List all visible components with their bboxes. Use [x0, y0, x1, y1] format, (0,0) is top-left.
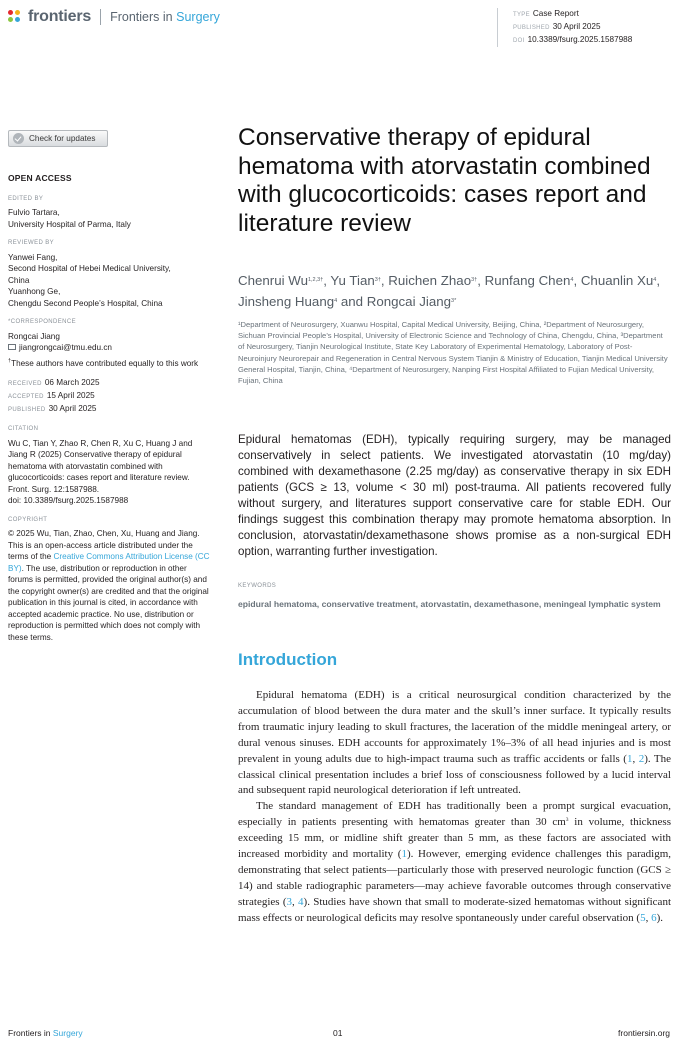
frontiers-logo-icon — [8, 10, 23, 25]
author-name[interactable]: Ruichen Zhao — [388, 273, 472, 288]
author-affiliation-marker: 4 — [570, 277, 574, 283]
frontiers-logo[interactable] — [8, 8, 220, 26]
check-icon — [13, 133, 24, 144]
body-text — [238, 688, 671, 927]
ref-link[interactable]: 2 — [638, 752, 645, 765]
edited-by-block: EDITED BY Fulvio Tartara, University Hospital of Parma, Italy — [8, 195, 131, 229]
contrib-note: †These authors have contributed equally to this work — [8, 357, 199, 368]
logo-divider — [100, 9, 101, 25]
email-icon — [8, 344, 16, 350]
author-affiliation-marker: 3† — [471, 277, 478, 283]
ref-link[interactable]: 1 — [401, 848, 407, 861]
check-for-updates-button[interactable]: Check for updates — [8, 130, 108, 147]
author-affiliation-marker: 1,2,3† — [307, 277, 324, 283]
author-name[interactable]: Chuanlin Xu — [580, 273, 654, 288]
ref-link[interactable]: 3 — [286, 895, 292, 908]
paragraph-1: Epidural hematoma (EDH) is a critical neurosurgical condition characterized by the accumulation of blood between the dura mater and the skull’s inner surface. It typically results from traumatic injury leading to skull fractures, the laceration of the middle meningeal artery, or dural venous sinuses. EDH accounts for approximately 1%–3% of all head injuries and is most prevalent in young adults due to high-impact trauma such as traffic accidents or falls (1, 2). The classical clinical presentation includes a brief loss of consciousness followed by a lucid interval and subsequent rapid neurological deterioration if left untreated. — [238, 689, 671, 797]
footer-journal: Frontiers in Surgery — [8, 1028, 83, 1038]
type-value: Case Report — [532, 9, 579, 18]
correspondence-email[interactable]: jiangrongcai@tmu.edu.cn — [19, 343, 112, 352]
ref-link[interactable]: 5 — [640, 911, 646, 924]
author-name[interactable]: Rongcai Jiang — [366, 294, 452, 309]
section-heading-introduction: Introduction — [238, 650, 338, 669]
open-access-label: OPEN ACCESS — [8, 173, 72, 183]
cc-by-license-link[interactable]: Creative Commons Attribution License (CC BY) — [8, 552, 210, 573]
type-label: TYPE — [513, 12, 530, 18]
correspondence-block: *CORRESPONDENCE Rongcai Jiang jiangrongcai@tmu.edu.cn †These authors have contributed equally to this work — [8, 317, 213, 369]
copyright-block: COPYRIGHT © 2025 Wu, Tian, Zhao, Chen, Xu, Huang and Jiang. This is an open-access article distributed under the terms of the Creative Commons Attribution License (CC BY). The use, distribution or reproduction in other forums is permitted, provided the original author(s) and the copyright owner(s) are credited and that the original publication in this journal is cited, in accordance with accepted academic practice. No use, distribution or reproduction is permitted which does not comply with these terms. — [8, 516, 210, 642]
reviewed-by-block: REVIEWED BY Yanwei Fang, Second Hospital of Hebei Medical University, China Yuanhong Ge, Chengdu Second People’s Hospital, China — [8, 240, 171, 308]
doi-value[interactable]: 10.3389/fsurg.2025.1587988 — [527, 35, 633, 44]
publisher-name: frontiers — [28, 8, 92, 25]
footer-site-link[interactable]: frontiersin.org — [618, 1028, 670, 1038]
abstract: Epidural hematomas (EDH), typically requiring surgery, may be managed conservatively in select patients. We investigated atorvastatin (10 mg/day) combined with dexamethasone (2.25 mg/day) as conservative therapy in six EDH patients (GCS ≥ 13, volume < 30 ml) post-trauma. All patients recovered fully without surgery, and literatures support conservative care for stable EDH. Our findings suggest this combination therapy may promote hematoma absorption. In conclusion, atorvastatin/dexamethasone shows promise as a non-surgical EDH option, warranting further investigation. — [238, 433, 671, 558]
published-label: PUBLISHED — [513, 25, 550, 31]
author-affiliation-marker: 4 — [653, 277, 657, 283]
affiliations: ¹Department of Neurosurgery, Xuanwu Hospital, Capital Medical University, Beijing, China, ²Department of Neurosurgery, Sichuan Provincial People’s Hospital, University of Electronic Science and Technology of China, Chengdu, China, ³Department of Neurosurgery, Tianjin Neurological Institute, State Key Laboratory of Experimental Hematology, Laboratory of Post-Neuroinjury Neurorepair and Regeneration in Central Nervous System Tianjin & Ministry of Education, Tianjin Medical University General Hospital, Tianjin, China, ⁴Department of Neurosurgery, Nanping First Hospital Affiliated to Fujian Medical University, Fujian, China — [238, 320, 668, 386]
published-value: 30 April 2025 — [552, 22, 601, 31]
author-name[interactable]: Chenrui Wu — [238, 273, 308, 288]
dates-block: RECEIVED 06 March 2025 ACCEPTED 15 April 2025 PUBLISHED 30 April 2025 — [8, 378, 100, 413]
paragraph-2: The standard management of EDH has traditionally been a prompt surgical evacuation, especially in patients presenting with hematomas greater than 30 $cm^3$ in volume, thickness exceeding 15 mm, or midline shift greater than 5 mm, as these factors are associated with increased morbidity and mortality (1). However, emerging evidence challenges this paradigm, demonstrating that select patients—particularly those with preserved neurologic function (GCS ≥ 14) and stable radiographic parameters—may achieve favorable outcomes through conservative strategies (3, 4). Studies have shown that small to moderate-sized hematomas without significant mass effects or neurological deficits may resolve spontaneously under careful observation (5, 6). — [238, 800, 671, 924]
journal-name: Frontiers in Surgery — [110, 10, 220, 24]
keywords-label: KEYWORDS — [238, 583, 277, 589]
keywords: epidural hematoma, conservative treatment, atorvastatin, dexamethasone, meningeal lymphatic system — [238, 599, 661, 609]
author-affiliation-marker: 4 — [334, 298, 338, 304]
citation-block: CITATION Wu C, Tian Y, Zhao R, Chen R, Xu C, Huang J and Jiang R (2025) Conservative therapy of epidural hematoma with atorvastatin combined with glucocorticoids: cases report and literature review. Front. Surg. 12:1587988. doi: 10.3389/fsurg.2025.1587988 — [8, 426, 193, 505]
author-affiliation-marker: 3† — [374, 277, 381, 283]
ref-link[interactable]: 1 — [626, 752, 633, 765]
ref-link[interactable]: 6 — [651, 911, 657, 924]
author-name[interactable]: Jinsheng Huang — [238, 294, 335, 309]
correspondence-name: Rongcai Jiang — [8, 331, 60, 341]
author-list: Chenrui $Wu^{1,2,3\dagger}$, Yu Tian$^{3\dagger}$, Ruichen Zhao$^{3\dagger}$, Runfang Chen$^4$, Chuanlin Xu$^4$, Jinsheng Huang$^4$ and Rongcai Jiang$^{3*}$ — [238, 273, 661, 309]
doi-label: DOI — [513, 38, 525, 44]
author-name[interactable]: Runfang Chen — [484, 273, 571, 288]
author-affiliation-marker: 3* — [451, 298, 457, 304]
ref-link[interactable]: 4 — [298, 895, 304, 908]
article-title: Conservative therapy of epidural hematoma with atorvastatin combined with glucocorticoids: cases report and literature review — [238, 124, 651, 237]
article-meta — [497, 8, 632, 47]
page-number: 01 — [333, 1028, 343, 1038]
sidebar — [8, 173, 213, 651]
author-name[interactable]: Yu Tian — [330, 273, 375, 288]
